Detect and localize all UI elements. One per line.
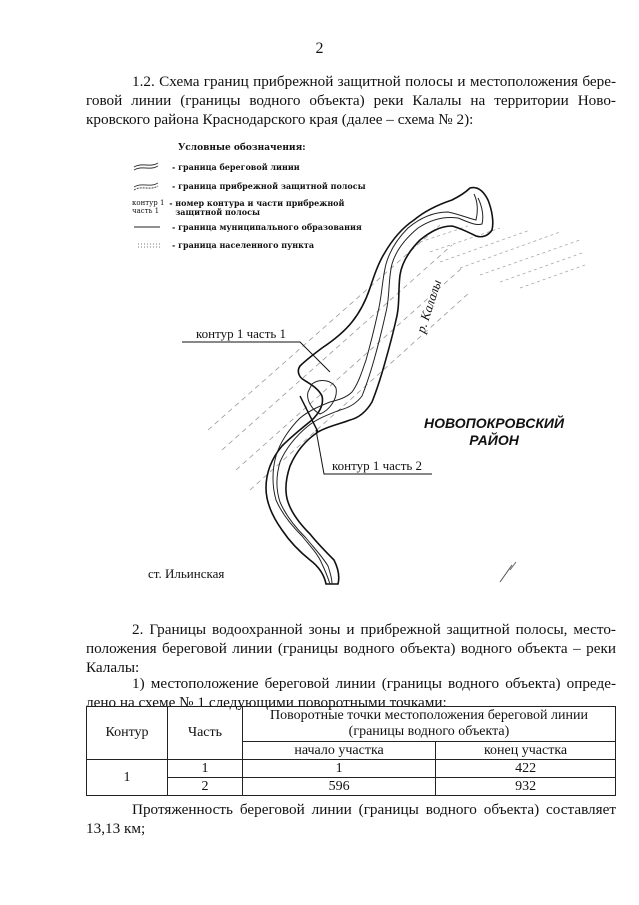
table-cell-end: 422 (436, 760, 616, 778)
paragraph-line: 1) местоположение береговой линии (границы водного объекта) опреде- (132, 675, 616, 692)
legend-contour-symbol-line-2: часть 1 (132, 207, 160, 215)
table-cell-part: 2 (168, 778, 243, 796)
table-cell-start: 596 (243, 778, 436, 796)
section-2-paragraph (86, 620, 616, 677)
paragraph-line: 13,13 км; (86, 820, 146, 837)
settlement-label: ст. Ильинская (148, 566, 225, 581)
protective-strip-boundary-symbol (134, 183, 158, 190)
district-label-line-2: РАЙОН (469, 432, 519, 448)
paragraph-line: Калалы: (86, 659, 140, 676)
paragraph-line: положения береговой линии (границы водного объекта) водного объекта – реки (86, 640, 616, 657)
legend-title: Условные обозначения: (178, 143, 306, 153)
table-header-points-line-1: Поворотные точки местоположения береговой линии (270, 708, 588, 723)
table-header-contour: Контур (87, 707, 168, 760)
settlement-boundary-symbol (138, 244, 160, 247)
paragraph-line: 2. Границы водоохранной зоны и прибрежной защитной полосы, место- (132, 621, 616, 638)
table-header-start: начало участка (243, 742, 436, 760)
legend-item-shoreline: - граница береговой линии (172, 162, 300, 172)
legend-item-contour-number (132, 199, 344, 217)
table-cell-part: 1 (168, 760, 243, 778)
legend-contour-label-line-2: защитной полосы (175, 207, 261, 217)
paragraph-line: кровского района Краснодарского края (далее – схема № 2): (86, 111, 474, 128)
paragraph-line: Протяженность береговой линии (границы водного объекта) составляет (132, 801, 616, 818)
legend-item-municipal: - граница муниципального образования (172, 222, 362, 232)
table-header-end: конец участка (436, 742, 616, 760)
table-header-points (243, 707, 616, 742)
length-paragraph (86, 800, 616, 838)
river-label: р. Калалы (413, 277, 445, 335)
district-label (424, 415, 564, 449)
shoreline-boundary-symbol (134, 163, 158, 170)
paragraph-line: говой линии (границы водного объекта) реки Калалы на территории Ново- (86, 92, 616, 109)
district-label-line-1: НОВОПОКРОВСКИЙ (424, 415, 565, 431)
municipal-boundary-lines (500, 565, 512, 582)
table-row (87, 760, 616, 778)
municipal-boundary-lines (208, 225, 470, 490)
shoreline-boundary-line (273, 194, 477, 584)
paragraph-line: лено на схеме № 1 следующими поворотными точками: (86, 694, 447, 711)
leader-line-contour-part-1 (182, 342, 330, 372)
page-number: 2 (315, 40, 324, 57)
table-cell-end: 932 (436, 778, 616, 796)
legend-contour-symbol-text (132, 199, 164, 215)
table-header-part: Часть (168, 707, 243, 760)
paragraph-line: 1.2. Схема границ прибрежной защитной полосы и местоположения бере- (132, 73, 616, 90)
turning-points-table (86, 706, 616, 796)
table-cell-contour: 1 (87, 760, 168, 796)
settlement-area-hatching (420, 226, 585, 288)
legend-contour-symbol-line-1: контур 1 (132, 199, 165, 207)
table-header-points-line-2: (границы водного объекта) (348, 724, 510, 739)
label-contour-part-2: контур 1 часть 2 (332, 458, 423, 473)
legend-item-settlement: - граница населенного пункта (172, 240, 315, 250)
legend-item-protective-strip: - граница прибрежной защитной полосы (172, 181, 366, 191)
legend-contour-label-line-1: - номер контура и части прибрежной (169, 198, 345, 208)
label-contour-part-1: контур 1 часть 1 (196, 326, 287, 341)
table-cell-start: 1 (243, 760, 436, 778)
shoreline-boundary-line (277, 198, 483, 584)
